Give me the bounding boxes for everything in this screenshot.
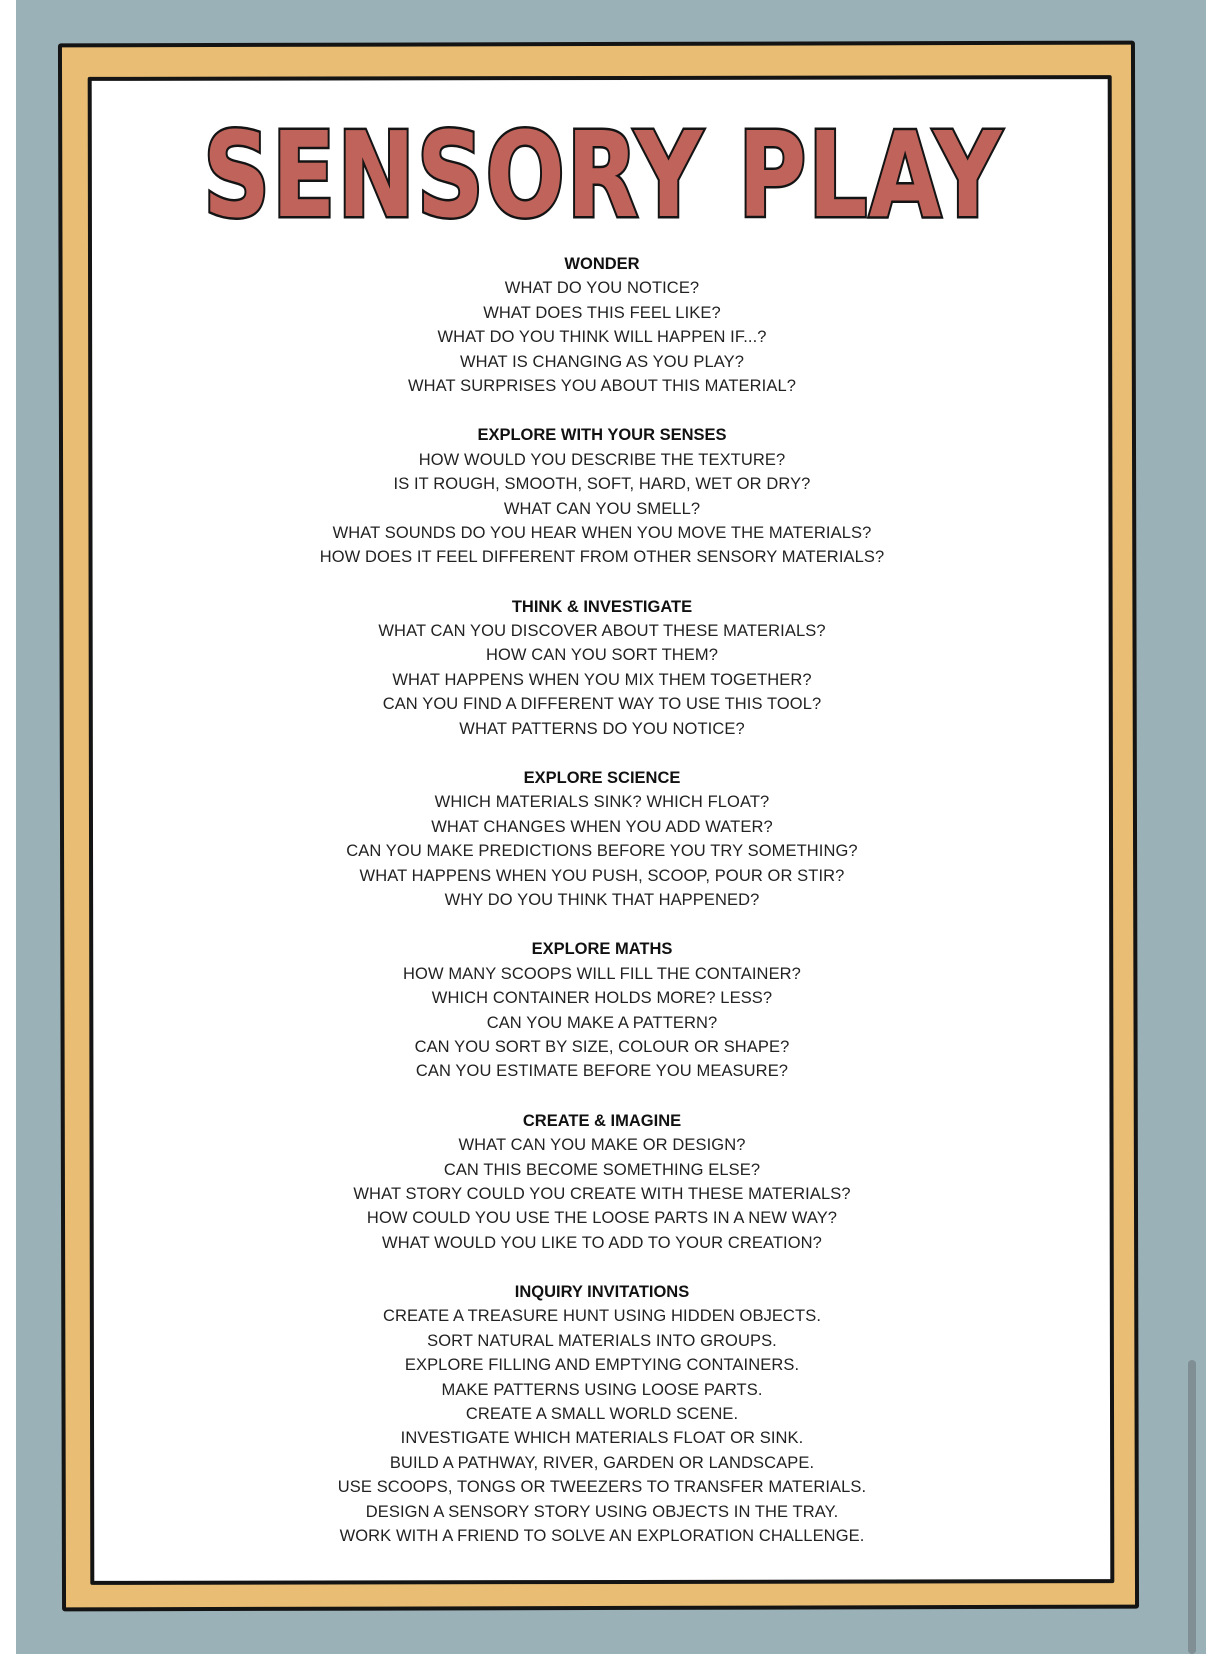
section-heading: CREATE & IMAGINE [522, 1111, 682, 1130]
question-line: WHAT STORY COULD YOU CREATE WITH THESE MATERIALS? [353, 1184, 851, 1203]
question-line: CAN THIS BECOME SOMETHING ELSE? [443, 1160, 761, 1179]
question-line: WHAT DO YOU THINK WILL HAPPEN IF...? [437, 328, 767, 347]
section-heading: WONDER [564, 255, 640, 273]
question-line: WHAT SURPRISES YOU ABOUT THIS MATERIAL? [407, 376, 797, 395]
question-line: WHAT WOULD YOU LIKE TO ADD TO YOUR CREATION? [382, 1233, 822, 1252]
poster-title-graphic [180, 104, 1026, 244]
section-heading: THINK & INVESTIGATE [511, 597, 693, 616]
poster-title: SENSORY PLAY [203, 106, 1003, 244]
question-line: WHY DO YOU THINK THAT HAPPENED? [444, 890, 760, 909]
invitation-line: MAKE PATTERNS USING LOOSE PARTS. [441, 1380, 763, 1399]
section-wonder [200, 252, 1004, 398]
invitation-line: WORK WITH A FRIEND TO SOLVE AN EXPLORATION CHALLENGE. [339, 1526, 865, 1545]
question-line: CAN YOU FIND A DIFFERENT WAY TO USE THIS TOOL? [382, 695, 822, 714]
question-line: CAN YOU SORT BY SIZE, COLOUR OR SHAPE? [414, 1037, 790, 1056]
invitation-line: CREATE A SMALL WORLD SCENE. [465, 1405, 739, 1424]
question-line: WHICH CONTAINER HOLDS MORE? LESS? [431, 989, 773, 1008]
question-line: WHAT CAN YOU DISCOVER ABOUT THESE MATERIALS? [378, 622, 826, 641]
question-list [200, 252, 1004, 1573]
question-line: HOW WOULD YOU DESCRIBE THE TEXTURE? [418, 450, 786, 469]
section-think-investigate [200, 595, 1004, 741]
section-explore-senses [200, 423, 1004, 569]
section-create-imagine [200, 1109, 1004, 1255]
question-line: HOW DOES IT FEEL DIFFERENT FROM OTHER SENSORY MATERIALS? [319, 548, 885, 567]
question-line: WHICH MATERIALS SINK? WHICH FLOAT? [434, 793, 770, 812]
invitation-line: BUILD A PATHWAY, RIVER, GARDEN OR LANDSCAPE. [389, 1453, 815, 1472]
question-line: WHAT DOES THIS FEEL LIKE? [483, 303, 721, 322]
section-heading: INQUIRY INVITATIONS [514, 1283, 690, 1302]
question-line: WHAT IS CHANGING AS YOU PLAY? [459, 352, 745, 371]
section-explore-maths [200, 937, 1004, 1083]
question-line: WHAT CAN YOU MAKE OR DESIGN? [458, 1136, 746, 1155]
question-line: HOW COULD YOU USE THE LOOSE PARTS IN A NEW WAY? [366, 1209, 838, 1228]
invitation-line: CREATE A TREASURE HUNT USING HIDDEN OBJECTS. [382, 1307, 822, 1326]
question-line: WHAT PATTERNS DO YOU NOTICE? [459, 719, 745, 738]
question-line: HOW MANY SCOOPS WILL FILL THE CONTAINER? [403, 964, 801, 983]
invitation-line: INVESTIGATE WHICH MATERIALS FLOAT OR SINK. [400, 1429, 804, 1448]
question-line: WHAT HAPPENS WHEN YOU MIX THEM TOGETHER? [392, 670, 812, 689]
section-heading: EXPLORE MATHS [531, 940, 673, 959]
invitation-line: SORT NATURAL MATERIALS INTO GROUPS. [427, 1331, 777, 1350]
section-heading: EXPLORE SCIENCE [523, 769, 681, 788]
page-left-edge [0, 0, 16, 1654]
scrollbar-thumb[interactable] [1188, 1360, 1196, 1654]
question-line: WHAT DO YOU NOTICE? [504, 279, 700, 298]
question-line: WHAT HAPPENS WHEN YOU PUSH, SCOOP, POUR OR STIR? [359, 866, 845, 885]
invitation-line: EXPLORE FILLING AND EMPTYING CONTAINERS. [404, 1356, 800, 1375]
section-heading: EXPLORE WITH YOUR SENSES [477, 426, 727, 445]
question-line: CAN YOU MAKE A PATTERN? [486, 1013, 718, 1032]
question-line: CAN YOU MAKE PREDICTIONS BEFORE YOU TRY SOMETHING? [346, 842, 858, 861]
section-inquiry-invitations [200, 1280, 1004, 1548]
question-line: WHAT SOUNDS DO YOU HEAR WHEN YOU MOVE THE MATERIALS? [332, 523, 872, 542]
question-line: CAN YOU ESTIMATE BEFORE YOU MEASURE? [415, 1062, 789, 1081]
question-line: IS IT ROUGH, SMOOTH, SOFT, HARD, WET OR DRY? [393, 475, 811, 494]
question-line: HOW CAN YOU SORT THEM? [485, 646, 718, 665]
invitation-line: USE SCOOPS, TONGS OR TWEEZERS TO TRANSFER MATERIALS. [337, 1478, 867, 1497]
question-line: WHAT CHANGES WHEN YOU ADD WATER? [431, 817, 773, 836]
question-line: WHAT CAN YOU SMELL? [503, 499, 701, 518]
section-explore-science [200, 766, 1004, 912]
invitation-line: DESIGN A SENSORY STORY USING OBJECTS IN THE TRAY. [365, 1502, 839, 1521]
